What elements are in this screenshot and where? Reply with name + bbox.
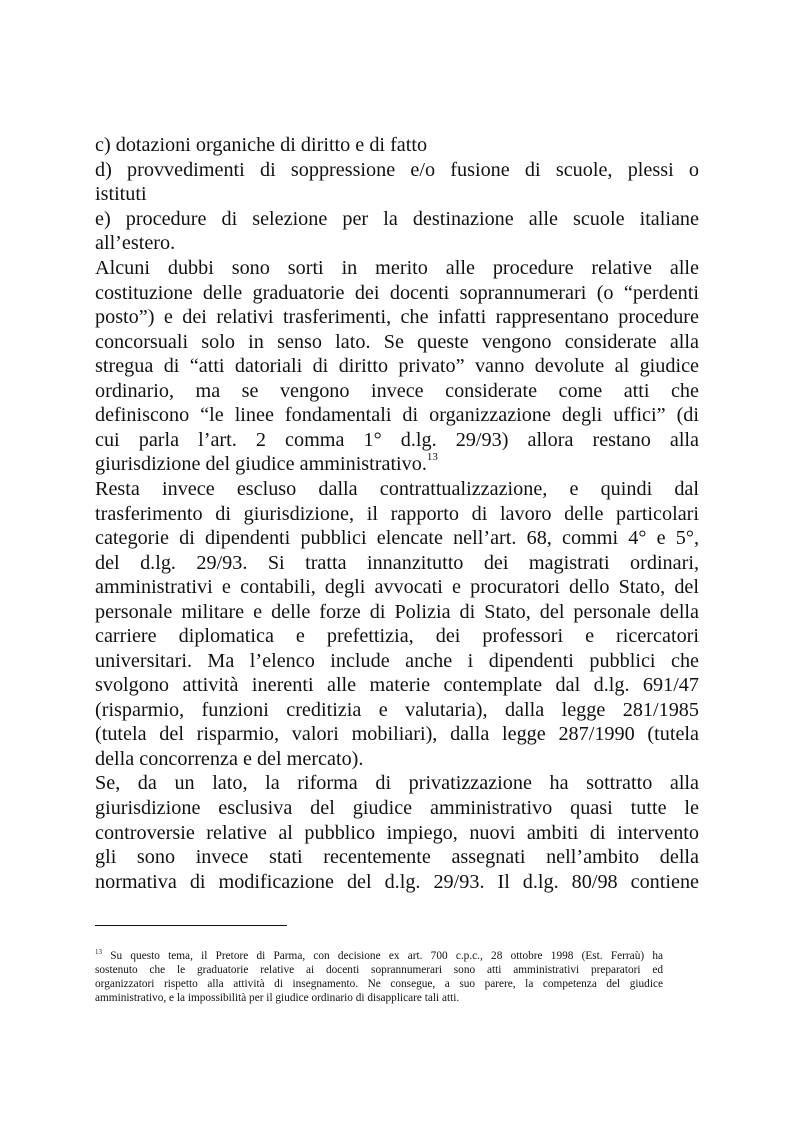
footnote-line: organizzatori rispetto alla attività di insegnamento. Ne consegue, a suo parere, la competenza del giudice xyxy=(95,978,663,990)
body-line: gli sono invece stati recentemente assegnati nell’ambito della xyxy=(95,846,699,868)
body-line: svolgono attività inerenti alle materie contemplate dal d.lg. 691/47 xyxy=(95,674,699,696)
body-line: giurisdizione esclusiva del giudice amministrativo quasi tutte le xyxy=(95,797,699,819)
body-line: e) procedure di selezione per la destinazione alle scuole italiane xyxy=(95,208,699,230)
body-line: definiscono “le linee fondamentali di organizzazione degli uffici” (di xyxy=(95,404,699,426)
footnote-reference: 13 xyxy=(426,451,438,464)
body-line: categorie di dipendenti pubblici elencate nell’art. 68, commi 4° e 5°, xyxy=(95,527,699,549)
body-line: controversie relative al pubblico impiego, nuovi ambiti di intervento xyxy=(95,822,699,844)
body-line: giurisdizione del giudice amministrativo.$^{13}$ xyxy=(95,451,438,475)
footnote-number: 13 xyxy=(95,948,102,957)
body-line: trasferimento di giurisdizione, il rapporto di lavoro delle particolari xyxy=(95,503,699,525)
body-line: costituzione delle graduatorie dei docenti soprannumerari (o “perdenti xyxy=(95,282,699,304)
footnote-line: sostenuto che le graduatorie relative ai docenti soprannumerari sono atti amministrativi preparatori ed xyxy=(95,964,663,976)
body-line: universitari. Ma l’elenco include anche i dipendenti pubblici che xyxy=(95,650,699,672)
body-line: c) dotazioni organiche di diritto e di fatto xyxy=(95,134,428,156)
body-line: normativa di modificazione del d.lg. 29/93. Il d.lg. 80/98 contiene xyxy=(95,871,699,893)
footnote-line: $^{13}$ Su questo tema, il Pretore di Parma, con decisione ex art. 700 c.p.c., 28 ottobre 1998 (Est. Ferraù) ha xyxy=(95,948,663,962)
body-line: (tutela del risparmio, valori mobiliari), dalla legge 287/1990 (tutela xyxy=(95,723,699,745)
body-line: amministrativi e contabili, degli avvocati e procuratori dello Stato, del xyxy=(95,576,699,598)
body-line: d) provvedimenti di soppressione e/o fusione di scuole, plessi o xyxy=(95,159,699,181)
body-line: carriere diplomatica e prefettizia, dei professori e ricercatori xyxy=(95,625,699,647)
body-line: (risparmio, funzioni creditizia e valutaria), dalla legge 281/1985 xyxy=(95,699,699,721)
body-line: istituti xyxy=(95,183,147,205)
body-line: stregua di “atti datoriali di diritto privato” vanno devolute al giudice xyxy=(95,355,699,377)
body-line: Resta invece escluso dalla contrattualizzazione, e quindi dal xyxy=(95,478,699,500)
body-line: del d.lg. 29/93. Si tratta innanzitutto dei magistrati ordinari, xyxy=(95,552,699,574)
body-line: posto”) e dei relativi trasferimenti, che infatti rappresentano procedure xyxy=(95,306,699,328)
footnote-line: amministrativo, e la impossibilità per il giudice ordinario di disapplicare tali atti. xyxy=(95,992,460,1004)
body-line: della concorrenza e del mercato). xyxy=(95,748,364,770)
body-line: personale militare e delle forze di Polizia di Stato, del personale della xyxy=(95,601,699,623)
footnote-separator xyxy=(95,925,287,926)
body-line: concorsuali solo in senso lato. Se queste vengono considerate alla xyxy=(95,331,699,353)
body-line: all’estero. xyxy=(95,232,176,254)
body-line: Alcuni dubbi sono sorti in merito alle procedure relative alle xyxy=(95,257,699,279)
body-line: ordinario, ma se vengono invece considerate come atti che xyxy=(95,380,699,402)
body-line: Se, da un lato, la riforma di privatizzazione ha sottratto alla xyxy=(95,772,699,794)
body-line: cui parla l’art. 2 comma 1° d.lg. 29/93) allora restano alla xyxy=(95,429,699,451)
